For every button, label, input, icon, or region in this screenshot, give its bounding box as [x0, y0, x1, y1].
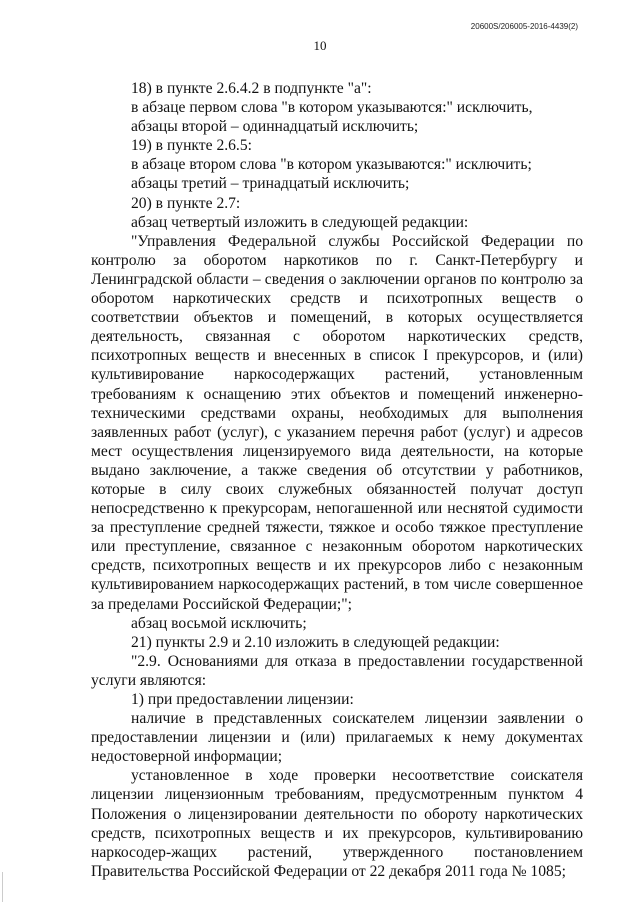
- paragraph: 20) в пункте 2.7:: [131, 194, 241, 212]
- paragraph: 21) пункты 2.9 и 2.10 изложить в следующей редакции:: [131, 633, 500, 651]
- page-number: 10: [313, 38, 327, 53]
- paragraph: наличие в представленных соискателем лицензии заявлении о предоставлении лицензии и (или) прилагаемых к нему документах недостоверной информации;: [91, 710, 583, 766]
- paragraph: абзац четвертый изложить в следующей редакции:: [131, 213, 469, 231]
- paragraph: в абзаце первом слова "в котором указываются:" исключить,: [131, 99, 533, 117]
- paragraph: в абзаце втором слова "в котором указываются:" исключить;: [131, 156, 532, 174]
- paragraph: "Управления Федеральной службы Российской Федерации по контролю за оборотом наркотиков по г. Санкт-Петербургу и Ленинградской области – сведения о заключении органов по контролю за оборотом наркотических средств и психотропных веществ о соответствии объектов и помещений, в которых осуществляется деятельность, связанная с оборотом наркотических средств, психотропных веществ и внесенных в список I прекурсоров, и (или) культивирование наркосодержащих растений, установленным требованиям к оснащению этих объектов и помещений инженерно-техническими средствами охраны, необходимых для выполнения заявленных работ (услуг), с указанием перечня работ (услуг) и адресов мест осуществления лицензируемого вида деятельности, на которые выдано заключение, а также сведения об отсутствии у работников, которые в силу своих служебных обязанностей получат доступ непосредственно к прекурсорам, непогашенной или неснятой судимости за преступление средней тяжести, тяжкое и особо тяжкое преступление или преступление, связанное с незаконным оборотом наркотических средств, психотропных веществ и их прекурсоров либо с незаконным культивированием наркосодержащих растений, в том числе совершенное за пределами Российской Федерации;";: [91, 232, 583, 613]
- document-body: [91, 79, 583, 881]
- paragraph: 1) при предоставлении лицензии:: [131, 691, 354, 708]
- paragraph: "2.9. Основаниями для отказа в предоставлении государственной услуги являются:: [91, 652, 583, 689]
- paragraph: абзацы третий – тринадцатый исключить;: [131, 175, 410, 193]
- paragraph: абзац восьмой исключить;: [131, 614, 307, 632]
- scan-edge-mark: [2, 872, 3, 902]
- paragraph: 19) в пункте 2.6.5:: [131, 137, 252, 155]
- paragraph: абзацы второй – одиннадцатый исключить;: [131, 118, 419, 136]
- paragraph: 18) в пункте 2.6.4.2 в подпункте "а":: [131, 80, 372, 97]
- document-code: 20600S/206005-2016-4439(2): [470, 22, 578, 31]
- paragraph: установленное в ходе проверки несоответствие соискателя лицензии лицензионным требованиям, предусмотренным пунктом 4 Положения о лицензировании деятельности по обороту наркотических средств, психотропных веществ и их прекурсоров, культивированию наркосодер-жащих растений, утвержденного постановлением Правительства Российской Федерации от 22 декабря 2011 года № 1085;: [91, 767, 583, 880]
